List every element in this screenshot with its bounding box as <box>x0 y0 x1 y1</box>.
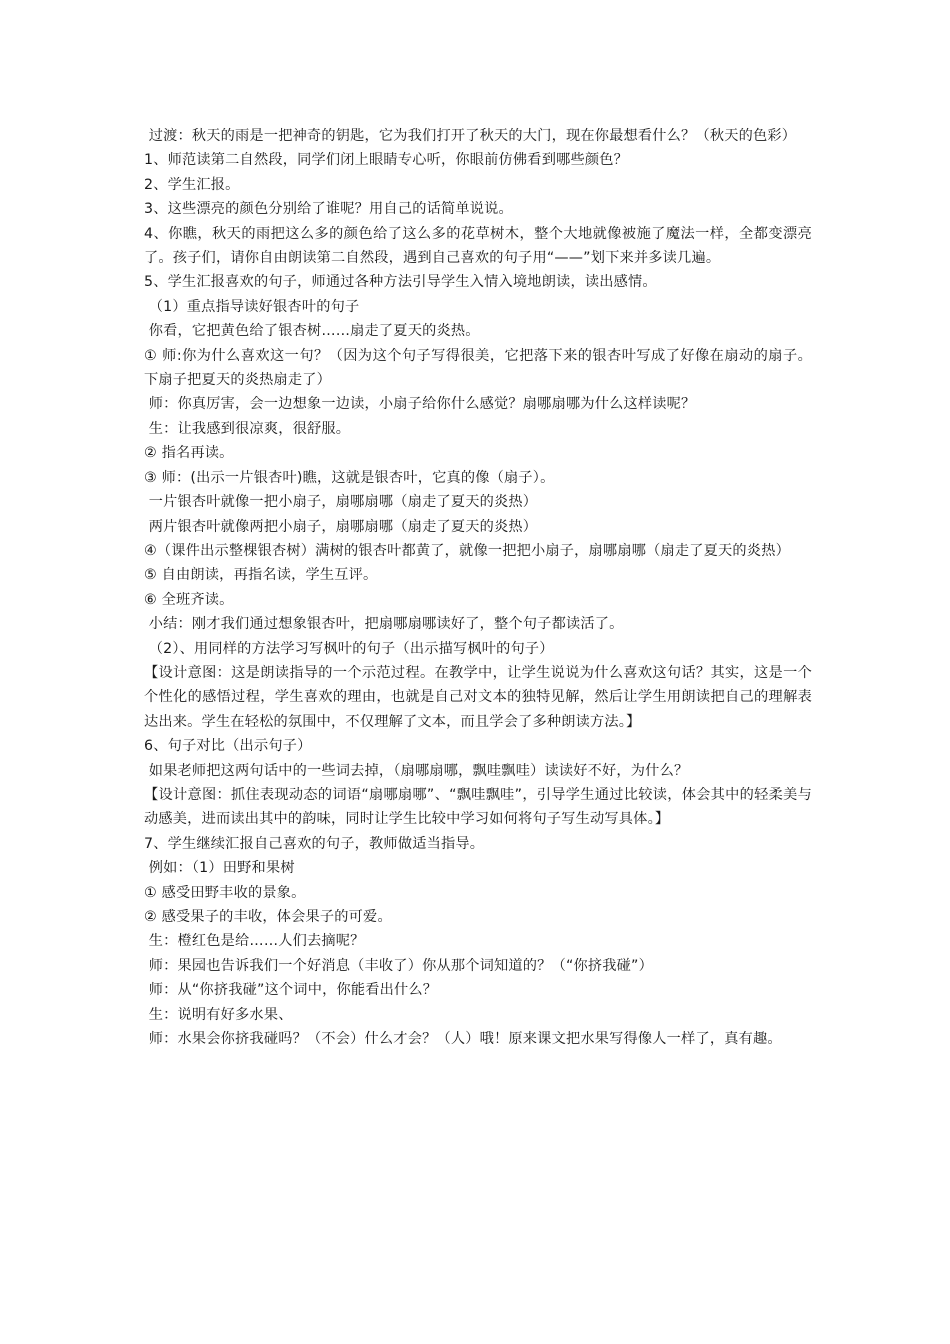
document-body <box>144 124 812 1051</box>
paragraph: （1）重点指导读好银杏叶的句子 <box>144 298 360 315</box>
paragraph: 2、学生汇报。 <box>144 176 240 193</box>
paragraph: 例如：（1）田野和果树 <box>144 860 295 877</box>
paragraph: 如果老师把这两句话中的一些词去掉，（扇哪扇哪，飘哇飘哇）读读好不好，为什么？ <box>144 762 689 779</box>
paragraph: 一片银杏叶就像一把小扇子，扇哪扇哪（扇走了夏天的炎热） <box>144 494 538 511</box>
paragraph: ② 感受果子的丰收，体会果子的可爱。 <box>144 909 392 925</box>
paragraph: 【设计意图：抓住表现动态的词语“扇哪扇哪”、“飘哇飘哇”，引导学生通过比较读，体会其中的轻柔美与动感美，进而读出其中的韵味，同时让学生比较中学习如何将句子写生动写具体。】 <box>144 786 812 828</box>
paragraph: 师：从“你挤我碰”这个词中，你能看出什么？ <box>144 982 438 999</box>
paragraph: 1、师范读第二自然段，同学们闭上眼睛专心听，你眼前仿佛看到哪些颜色？ <box>144 152 629 169</box>
paragraph: 过渡：秋天的雨是一把神奇的钥匙，它为我们打开了秋天的大门，现在你最想看什么？（秋天的色彩） <box>144 128 797 144</box>
paragraph: 4、你瞧，秋天的雨把这么多的颜色给了这么多的花草树木，整个大地就像被施了魔法一样，全都变漂亮了。孩子们，请你自由朗读第二自然段，遇到自己喜欢的句子用“——”划下来并多读几遍。 <box>144 225 812 267</box>
paragraph: ⑤ 自由朗读，再指名读，学生互评。 <box>144 567 378 584</box>
paragraph: 师：水果会你挤我碰吗？（不会）什么才会？（人）哦！原来课文把水果写得像人一样了，真有趣。 <box>144 1031 782 1048</box>
paragraph: 生：让我感到很凉爽，很舒服。 <box>144 420 351 437</box>
paragraph: 生：橙红色是给……人们去摘呢？ <box>144 933 365 950</box>
paragraph: 6、句子对比（出示句子） <box>144 738 312 755</box>
paragraph: ① 感受田野丰收的景象。 <box>144 884 306 901</box>
paragraph: 你看，它把黄色给了银杏树……扇走了夏天的炎热。 <box>144 323 480 340</box>
paragraph: 生：说明有好多水果、 <box>144 1006 293 1023</box>
paragraph: 7、学生继续汇报自己喜欢的句子，教师做适当指导。 <box>144 835 485 852</box>
paragraph: ② 指名再读。 <box>144 445 234 462</box>
paragraph: ① 师:你为什么喜欢这一句？（因为这个句子写得很美，它把落下来的银杏叶写成了好像在扇动的扇子。下扇子把夏天的炎热扇走了） <box>144 347 812 389</box>
paragraph: 小结：刚才我们通过想象银杏叶，把扇哪扇哪读好了，整个句子都读活了。 <box>144 616 624 633</box>
paragraph: 两片银杏叶就像两把小扇子，扇哪扇哪（扇走了夏天的炎热） <box>144 518 538 535</box>
paragraph: ④（课件出示整棵银杏树）满树的银杏叶都黄了，就像一把把小扇子，扇哪扇哪（扇走了夏天的炎热） <box>144 542 790 559</box>
paragraph: ③ 师：(出示一片银杏叶)瞧，这就是银杏叶，它真的像（扇子）。 <box>144 469 555 486</box>
paragraph: 【设计意图：这是朗读指导的一个示范过程。在教学中，让学生说说为什么喜欢这句话？其实，这是一个个性化的感悟过程，学生喜欢的理由，也就是自己对文本的独特见解，然后让学生用朗读把自己的理解表达出来。学生在轻松的氛围中，不仅理解了文本，而且学会了多种朗读方法。】 <box>144 664 812 730</box>
paragraph: 师：果园也告诉我们一个好消息（丰收了）你从那个词知道的？（“你挤我碰”） <box>144 957 653 974</box>
paragraph: ⑥ 全班齐读。 <box>144 591 234 608</box>
paragraph: 5、学生汇报喜欢的句子，师通过各种方法引导学生入情入境地朗读，读出感情。 <box>144 274 657 291</box>
paragraph: （2）、用同样的方法学习写枫叶的句子（出示描写枫叶的句子） <box>144 640 554 657</box>
paragraph: 师：你真厉害，会一边想象一边读，小扇子给你什么感觉？扇哪扇哪为什么这样读呢？ <box>144 396 696 413</box>
paragraph: 3、这些漂亮的颜色分别给了谁呢？用自己的话简单说说。 <box>144 201 513 218</box>
